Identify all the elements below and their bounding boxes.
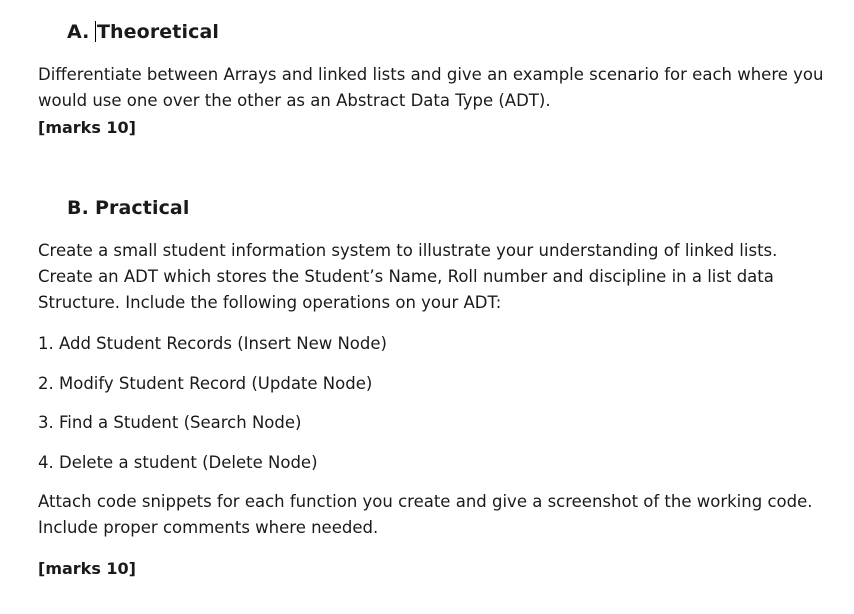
- section-a-title: Theoretical: [97, 21, 219, 43]
- operation-item: 2. Modify Student Record (Update Node): [38, 374, 373, 393]
- section-a-marker: A.: [67, 21, 90, 43]
- section-a-marks: [marks 10]: [38, 118, 136, 137]
- paragraph-line: would use one over the other as an Abstract Data Type (ADT).: [38, 91, 551, 110]
- operation-item: 1. Add Student Records (Insert New Node): [38, 334, 387, 353]
- paragraph-line: Create a small student information system to illustrate your understanding of linked lists.: [38, 241, 778, 260]
- paragraph-line: Differentiate between Arrays and linked lists and give an example scenario for each where you: [38, 65, 824, 84]
- section-a-paragraph: [38, 62, 828, 114]
- section-b-marker: B.: [67, 197, 89, 219]
- section-b-title: Practical: [95, 197, 190, 219]
- section-b-closing: [38, 489, 828, 541]
- operation-item: 4. Delete a student (Delete Node): [38, 453, 318, 472]
- paragraph-line: Include proper comments where needed.: [38, 518, 379, 537]
- section-a-heading: [67, 21, 219, 43]
- section-b-marks: [marks 10]: [38, 559, 136, 578]
- operation-item: 3. Find a Student (Search Node): [38, 413, 302, 432]
- paragraph-line: Structure. Include the following operations on your ADT:: [38, 293, 502, 312]
- paragraph-line: Create an ADT which stores the Student’s Name, Roll number and discipline in a list data: [38, 267, 774, 286]
- paragraph-line: Attach code snippets for each function you create and give a screenshot of the working code.: [38, 492, 813, 511]
- section-b-intro: [38, 238, 828, 316]
- section-b-heading: [67, 197, 189, 219]
- text-cursor: [95, 21, 96, 42]
